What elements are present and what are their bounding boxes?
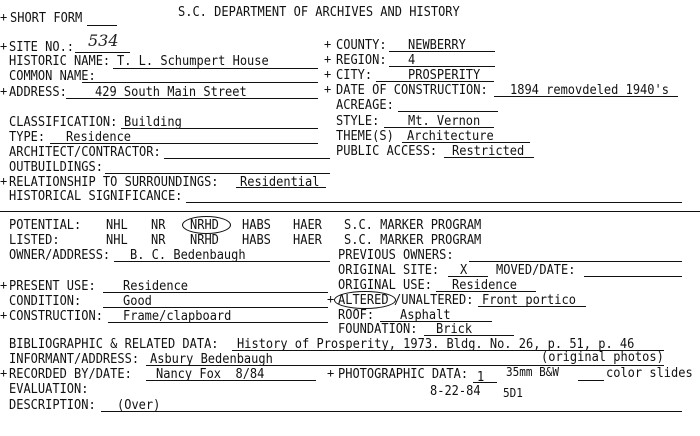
potential-haer: HAER: [293, 216, 322, 233]
owner-value: B. C. Bedenbaugh: [130, 246, 246, 263]
plus-marker: +: [0, 84, 8, 98]
public-access-label: PUBLIC ACCESS:: [336, 142, 438, 159]
potential-marker: S.C. MARKER PROGRAM: [344, 216, 482, 233]
recorded-blank: [146, 380, 316, 381]
photo-date: 8-22-84: [430, 382, 481, 399]
plus-marker: +: [324, 52, 332, 66]
theme-value: Architecture: [407, 127, 494, 144]
moved-blank: [584, 276, 682, 277]
acreage-blank: [398, 111, 498, 112]
owner-blank: [114, 261, 330, 262]
evaluation-label: EVALUATION:: [9, 380, 89, 397]
altered-value: Front portico: [482, 291, 576, 308]
short-form-label: SHORT FORM: [10, 9, 83, 26]
style-label: STYLE:: [336, 112, 380, 129]
listed-habs: HABS: [242, 231, 271, 248]
architect-blank: [164, 158, 330, 159]
plus-marker: +: [327, 292, 335, 306]
significance-blank: [186, 202, 682, 203]
condition-value: Good: [123, 292, 152, 309]
photo-roll: 5D1: [503, 385, 523, 401]
county-value: NEWBERRY: [408, 36, 466, 53]
city-value: PROSPERITY: [408, 66, 481, 83]
photo-label: PHOTOGRAPHIC DATA:: [338, 365, 469, 382]
unaltered-label: /UNALTERED:: [394, 291, 474, 308]
acreage-label: ACREAGE:: [336, 96, 394, 113]
theme-label: THEME(S): [336, 127, 394, 144]
short-form-blank: [87, 25, 117, 26]
photo-count: 1: [477, 368, 485, 385]
photo-bw: 35mm B&W: [506, 364, 559, 380]
date-blank: [494, 96, 678, 97]
description-blank: [101, 411, 682, 412]
plus-marker: +: [0, 10, 8, 24]
potential-habs: HABS: [242, 216, 271, 233]
county-label: COUNTY:: [336, 36, 387, 53]
biblio-value: History of Prosperity, 1973. Bldg. No. 26, p. 51, p. 46: [237, 335, 635, 352]
biblio-label: BIBLIOGRAPHIC & RELATED DATA:: [9, 335, 219, 352]
altered-word: ALTERED: [338, 291, 389, 308]
type-label: TYPE:: [9, 128, 46, 145]
historic-name-blank: [113, 68, 318, 69]
date-value: 1894 removdeled 1940's: [510, 81, 669, 98]
original-site-label: ORIGINAL SITE:: [338, 261, 440, 278]
biblio-note: (original photos): [541, 348, 664, 365]
foundation-value: Brick: [436, 320, 473, 337]
surroundings-blank: [236, 187, 326, 188]
style-value: Mt. Vernon: [408, 112, 481, 129]
listed-marker: S.C. MARKER PROGRAM: [344, 231, 482, 248]
outbuildings-label: OUTBUILDINGS:: [9, 158, 103, 175]
construction-value: Frame/clapboard: [123, 307, 232, 324]
original-use-value: Residence: [452, 276, 518, 293]
significance-label: HISTORICAL SIGNIFICANCE:: [9, 187, 183, 204]
present-use-value: Residence: [123, 277, 189, 294]
roof-value: Asphalt: [400, 306, 451, 323]
plus-marker: +: [324, 37, 332, 51]
type-value: Residence: [66, 128, 132, 145]
agency-title: S.C. DEPARTMENT OF ARCHIVES AND HISTORY: [178, 3, 460, 20]
region-value: 4: [408, 51, 416, 68]
date-label: DATE OF CONSTRUCTION:: [336, 81, 488, 98]
potential-nhl: NHL: [106, 216, 128, 233]
present-use-label: PRESENT USE:: [9, 277, 96, 294]
plus-marker: +: [0, 174, 8, 188]
site-no-value: 534: [88, 31, 119, 50]
informant-value: Asbury Bedenbaugh: [150, 350, 273, 367]
potential-label: POTENTIAL:: [9, 216, 82, 233]
plus-marker: +: [0, 278, 8, 292]
address-label: ADDRESS:: [9, 83, 67, 100]
classification-blank: [121, 128, 318, 129]
plus-marker: +: [324, 67, 332, 81]
potential-nr: NR: [151, 216, 166, 233]
recorded-label: RECORDED BY/DATE:: [9, 365, 132, 382]
surroundings-label: RELATIONSHIP TO SURROUNDINGS:: [9, 173, 219, 190]
altered-blank: [478, 306, 586, 307]
listed-nhl: NHL: [106, 231, 128, 248]
previous-owners-label: PREVIOUS OWNERS:: [338, 246, 454, 263]
address-blank: [66, 98, 318, 99]
plus-marker: +: [324, 82, 332, 96]
original-site-value: X: [460, 261, 468, 278]
original-use-label: ORIGINAL USE:: [338, 276, 432, 293]
recorded-value: Nancy Fox 8/84: [156, 365, 265, 382]
common-name-blank: [82, 82, 318, 83]
listed-nrhd: NRHD: [190, 231, 219, 248]
construction-blank: [108, 322, 328, 323]
listed-nr: NR: [151, 231, 166, 248]
informant-label: INFORMANT/ADDRESS:: [9, 350, 140, 367]
city-label: CITY:: [336, 66, 373, 83]
plus-marker: +: [0, 308, 8, 322]
moved-label: MOVED/DATE:: [496, 261, 576, 278]
listed-label: LISTED:: [9, 231, 60, 248]
classification-label: CLASSIFICATION:: [9, 113, 118, 130]
plus-marker: +: [0, 39, 8, 53]
surroundings-value: Residential: [240, 173, 320, 190]
construction-label: CONSTRUCTION:: [9, 307, 103, 324]
section-divider: [0, 211, 700, 212]
owner-label: OWNER/ADDRESS:: [9, 246, 111, 263]
public-access-value: Restricted: [452, 142, 525, 159]
classification-value: Building: [124, 113, 182, 130]
potential-nrhd: NRHD: [190, 216, 219, 233]
condition-label: CONDITION:: [9, 292, 82, 309]
historic-name-label: HISTORIC NAME:: [9, 52, 111, 69]
listed-haer: HAER: [293, 231, 322, 248]
region-label: REGION:: [336, 51, 387, 68]
plus-marker: +: [0, 366, 8, 380]
foundation-label: FOUNDATION:: [338, 320, 418, 337]
description-label: DESCRIPTION:: [9, 396, 96, 413]
architect-label: ARCHITECT/CONTRACTOR:: [9, 143, 161, 160]
description-value: (Over): [117, 396, 161, 413]
plus-marker: +: [327, 366, 335, 380]
roof-label: ROOF:: [338, 306, 375, 323]
address-value: 429 South Main Street: [95, 83, 247, 100]
historic-name-value: T. L. Schumpert House: [117, 52, 269, 69]
common-name-label: COMMON NAME:: [9, 67, 96, 84]
photo-color: color slides: [606, 364, 693, 381]
photo-color-blank: [578, 380, 604, 381]
site-no-label: SITE NO.:: [9, 38, 75, 55]
county-blank: [389, 51, 495, 52]
public-access-blank: [444, 157, 534, 158]
